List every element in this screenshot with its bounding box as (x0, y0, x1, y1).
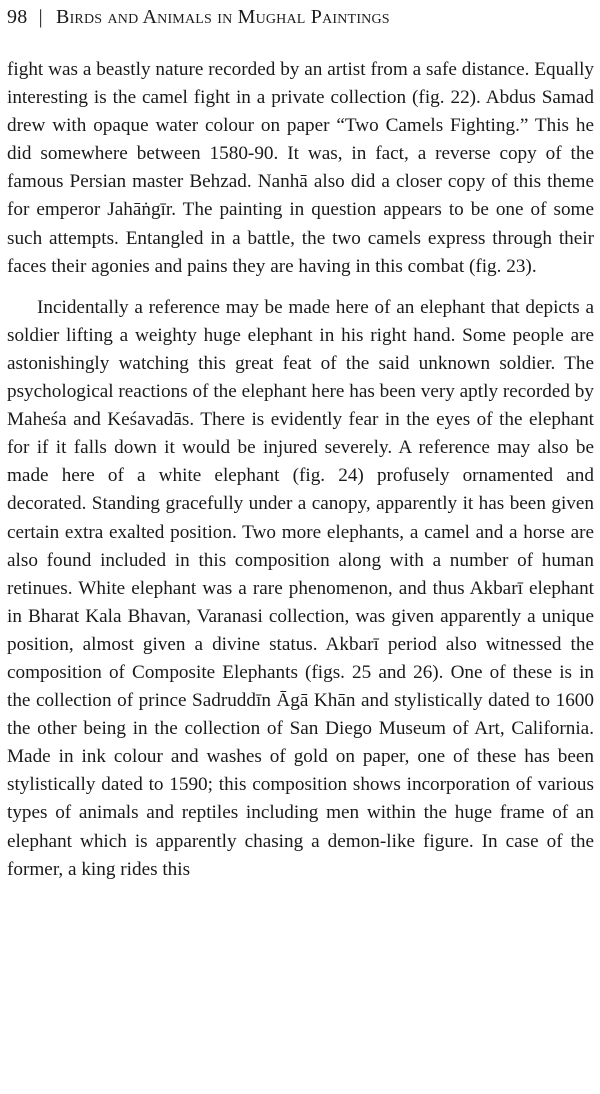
running-header (7, 6, 390, 29)
header-separator: | (38, 6, 43, 28)
running-title: Birds and Animals in Mughal Paintings (56, 6, 390, 28)
body-text (7, 56, 594, 884)
paragraph-2: Incidentally a reference may be made here of an elephant that depicts a soldier lifting a weighty huge elephant in his right hand. Some people are astonishingly watching this great feat of the said unknown soldier. The psychological reactions of the elephant here has been very aptly recorded by Maheśa and Keśavadās. There is evidently fear in the eyes of the elephant for if it falls down it would be injured severely. A reference may also be made here of a white elephant (fig. 24) profusely ornamented and decorated. Standing gracefully under a canopy, apparently it has been given certain extra exalted position. Two more elephants, a camel and a horse are also found included in this composition along with a number of human retinues. White elephant was a rare phenomenon, and thus Akbarī elephant in Bharat Kala Bhavan, Varanasi collection, was given apparently a unique position, almost given a divine status. Akbarī period also witnessed the composition of Composite Elephants (figs. 25 and 26). One of these is in the collection of prince Sadruddīn Āgā Khān and stylistically dated to 1600 the other being in the collection of San Diego Museum of Art, California. Made in ink colour and washes of gold on paper, one of these has been stylistically dated to 1590; this composition shows incorporation of various types of animals and reptiles including men within the huge frame of an elephant which is apparently chasing a demon-like figure. In case of the former, a king rides this (7, 296, 594, 880)
page-number: 98 (7, 6, 28, 28)
paragraph-1: fight was a beastly nature recorded by an artist from a safe distance. Equally interesting is the camel fight in a private collection (fig. 22). Abdus Samad drew with opaque water colour on paper “Two Camels Fighting.” This he did somewhere between 1580-90. It was, in fact, a reverse copy of the famous Persian master Behzad. Nanhā also did a closer copy of this theme for emperor Jahāṅgīr. The painting in question appears to be one of some such attempts. Entangled in a battle, the two camels express through their faces their agonies and pains they are having in this combat (fig. 23). (7, 59, 594, 277)
